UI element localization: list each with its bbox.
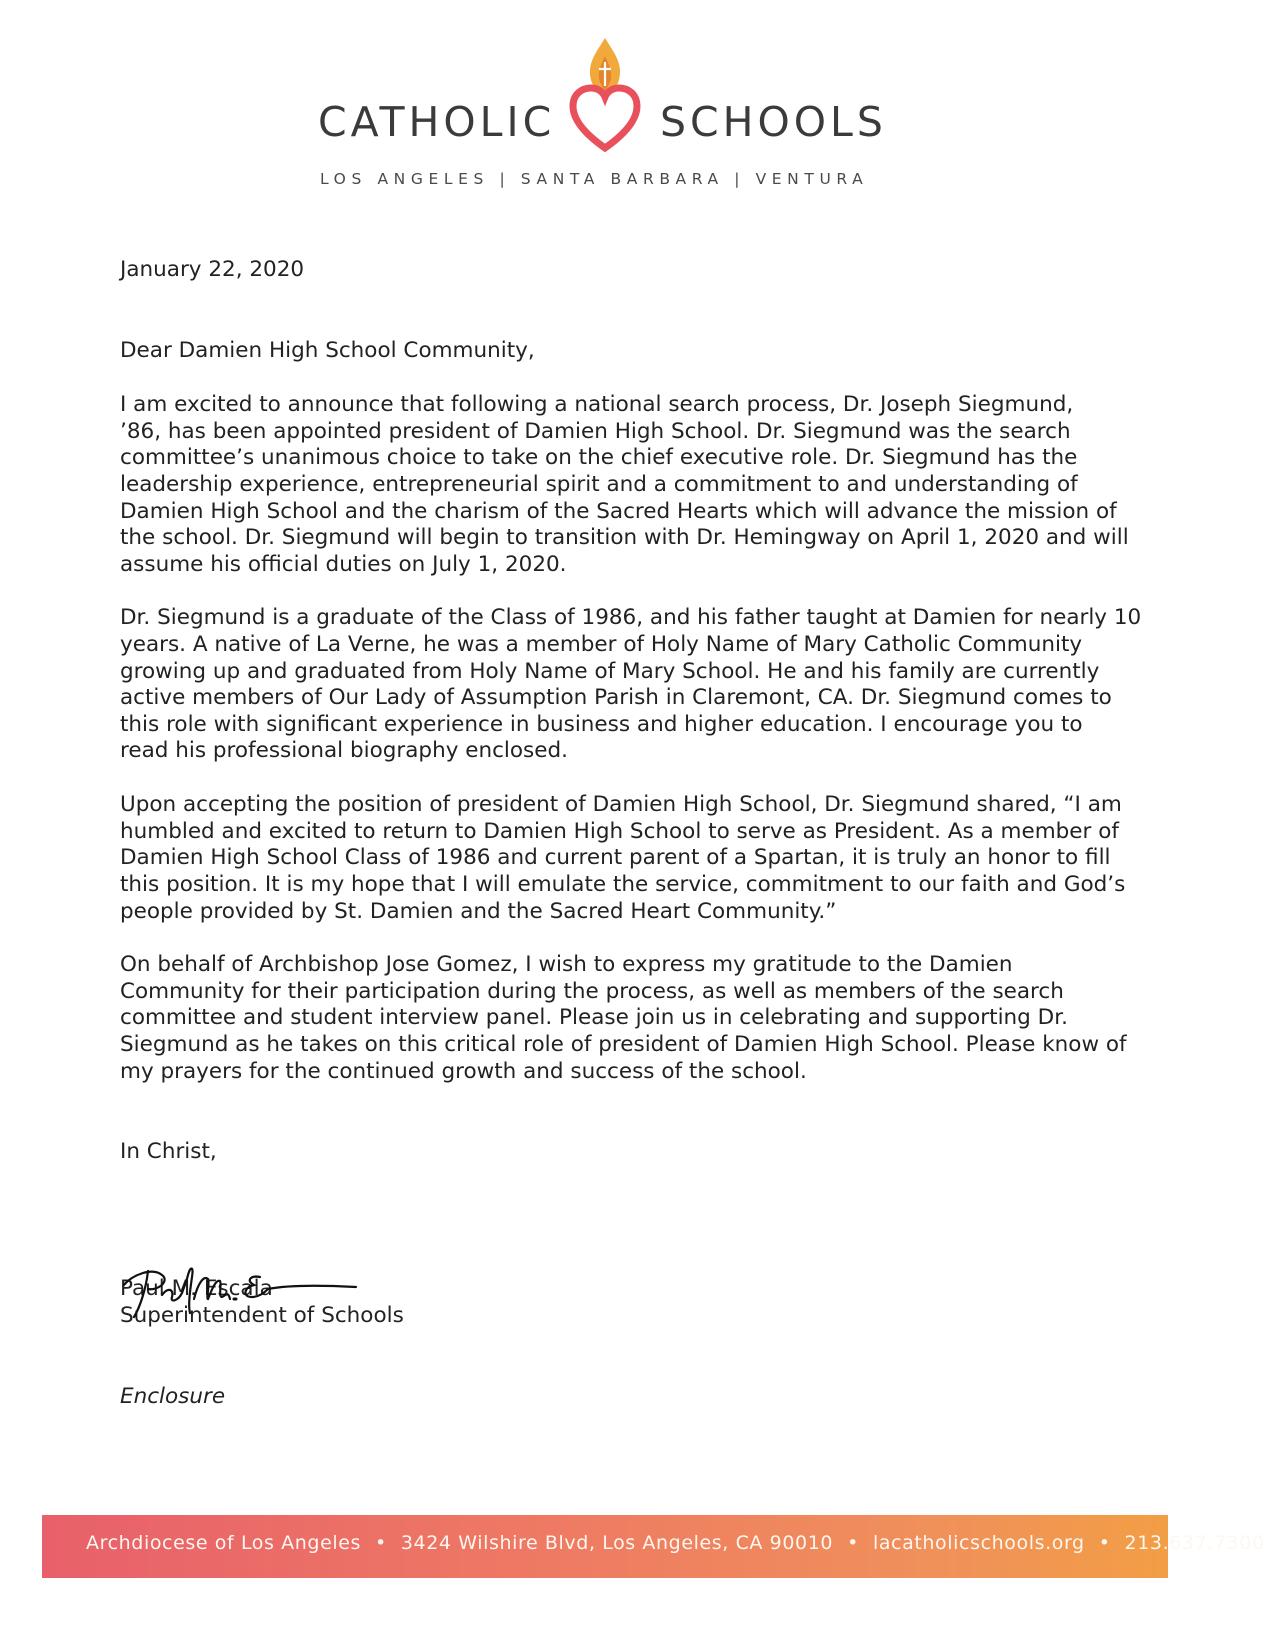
letter-closing: In Christ,: [120, 1139, 217, 1164]
paragraph-line: Community for their participation during the process, as well as members of the search: [120, 979, 1064, 1004]
paragraph-line: this role with significant experience in business and higher education. I encourage you to: [120, 712, 1083, 737]
letterhead-regions: LOS ANGELES | SANTA BARBARA | VENTURA: [320, 170, 869, 188]
letter-salutation: Dear Damien High School Community,: [120, 338, 535, 363]
paragraph-line: I am excited to announce that following a national search process, Dr. Joseph Siegmund,: [120, 392, 1074, 417]
paragraph-line: growing up and graduated from Holy Name of Mary School. He and his family are currently: [120, 659, 1100, 684]
paragraph-line: years. A native of La Verne, he was a member of Holy Name of Mary Catholic Community: [120, 632, 1083, 657]
paragraph-line: Damien High School and the charism of the Sacred Hearts which will advance the mission of: [120, 499, 1117, 524]
paragraph-line: Siegmund as he takes on this critical role of president of Damien High School. Please know of: [120, 1032, 1127, 1057]
signer-name: Paul M. Escala: [120, 1276, 273, 1301]
footer-address: 3424 Wilshire Blvd, Los Angeles, CA 90010: [400, 1532, 834, 1554]
heart-icon: [573, 88, 637, 148]
paragraph-line: Upon accepting the position of president of Damien High School, Dr. Siegmund shared, “I am: [120, 792, 1122, 817]
paragraph-line: people provided by St. Damien and the Sacred Heart Community.”: [120, 899, 837, 924]
handwritten-signature-icon: [118, 1255, 378, 1325]
paragraph-line: Damien High School Class of 1986 and current parent of a Spartan, it is truly an honor to fill: [120, 845, 1111, 870]
paragraph-line: read his professional biography enclosed.: [120, 738, 568, 763]
paragraph-line: leadership experience, entrepreneurial spirit and a commitment to and understanding of: [120, 472, 1078, 497]
footer-separator: •: [1098, 1532, 1111, 1554]
paragraph-line: active members of Our Lady of Assumption Parish in Claremont, CA. Dr. Siegmund comes to: [120, 685, 1112, 710]
sacred-heart-flame-logo-icon: [565, 36, 645, 156]
footer-org: Archdiocese of Los Angeles: [86, 1532, 362, 1554]
enclosure-note: Enclosure: [120, 1384, 226, 1409]
paragraph-line: my prayers for the continued growth and success of the school.: [120, 1059, 807, 1084]
signer-title: Superintendent of Schools: [120, 1303, 404, 1328]
paragraph-line: assume his official duties on July 1, 2020.: [120, 552, 567, 577]
paragraph-line: On behalf of Archbishop Jose Gomez, I wish to express my gratitude to the Damien: [120, 952, 1013, 977]
paragraph-line: humbled and excited to return to Damien High School to serve as President. As a member of: [120, 819, 1119, 844]
letterhead-word-catholic: CATHOLIC: [318, 98, 556, 146]
footer-separator: •: [375, 1532, 387, 1554]
footer-bar: [42, 1515, 1265, 1578]
paragraph-line: committee and student interview panel. Please join us in celebrating and supporting Dr.: [120, 1005, 1068, 1030]
paragraph-line: this position. It is my hope that I will emulate the service, commitment to our faith and God’s: [120, 872, 1126, 897]
paragraph-line: committee’s unanimous choice to take on the chief executive role. Dr. Siegmund has the: [120, 445, 1078, 470]
footer-phone: 213.637.7300: [1124, 1532, 1265, 1554]
paragraph-line: Dr. Siegmund is a graduate of the Class of 1986, and his father taught at Damien for nearly 10: [120, 605, 1142, 630]
letterhead-word-schools: SCHOOLS: [660, 98, 887, 146]
paragraph-line: the school. Dr. Siegmund will begin to transition with Dr. Hemingway on April 1, 2020 and will: [120, 525, 1129, 550]
footer-contact: [86, 1532, 1265, 1554]
letter-date: January 22, 2020: [120, 257, 305, 282]
footer-website-link[interactable]: lacatholicschools.org: [872, 1532, 1085, 1554]
footer-separator: •: [847, 1532, 859, 1554]
paragraph-line: ’86, has been appointed president of Damien High School. Dr. Siegmund was the search: [120, 419, 1071, 444]
letterhead: [0, 30, 1275, 190]
